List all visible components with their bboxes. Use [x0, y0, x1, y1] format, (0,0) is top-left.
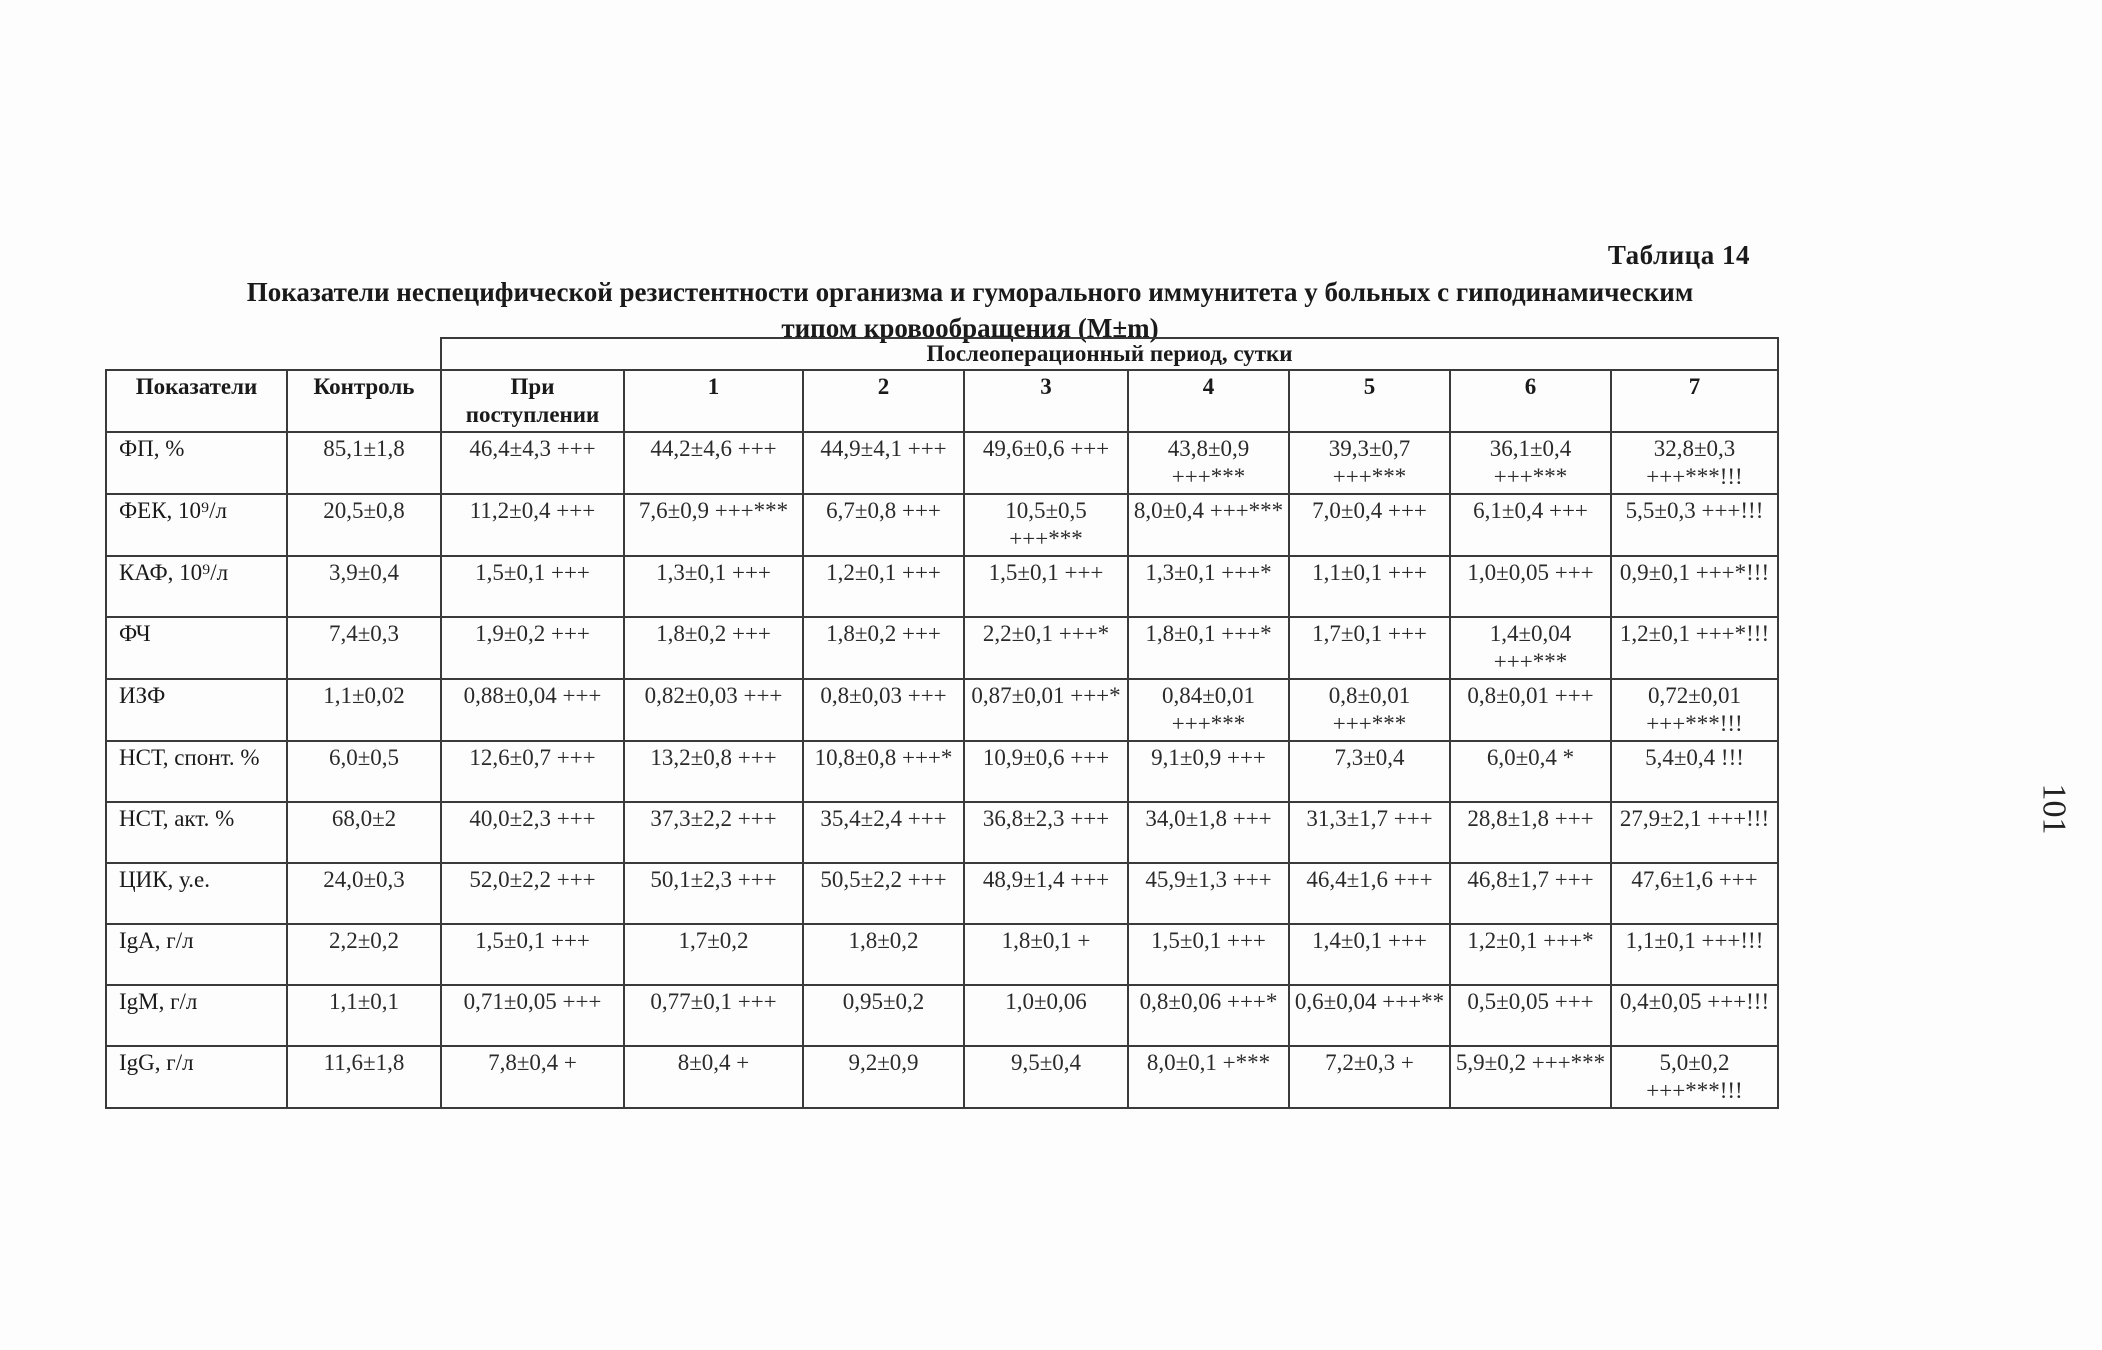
value-cell: 7,4±0,3 — [287, 617, 441, 679]
value-cell: 7,6±0,9 +++*** — [624, 494, 803, 556]
value-cell: 0,8±0,01 +++*** — [1289, 679, 1450, 741]
value-cell: 48,9±1,4 +++ — [964, 863, 1128, 924]
table-row — [106, 432, 1778, 494]
header-columns-row — [106, 370, 1778, 432]
table-row — [106, 802, 1778, 863]
value-cell: 7,8±0,4 + — [441, 1046, 624, 1108]
column-header-5: 2 — [803, 370, 964, 432]
column-header-3: При поступлении — [441, 370, 624, 432]
value-cell: 1,8±0,2 — [803, 924, 964, 985]
value-cell: 24,0±0,3 — [287, 863, 441, 924]
value-cell: 3,9±0,4 — [287, 556, 441, 617]
value-cell: 0,8±0,06 +++* — [1128, 985, 1289, 1046]
value-cell: 34,0±1,8 +++ — [1128, 802, 1289, 863]
value-cell: 10,5±0,5 +++*** — [964, 494, 1128, 556]
table-title-line-1: Показатели неспецифической резистентности организма и гуморального иммунитета у больных с гиподинамическим — [246, 277, 1694, 307]
value-cell: 5,9±0,2 +++*** — [1450, 1046, 1611, 1108]
indicator-name-cell: ЦИК, у.е. — [106, 863, 287, 924]
value-cell: 31,3±1,7 +++ — [1289, 802, 1450, 863]
column-header-1: Показатели — [106, 370, 287, 432]
value-cell: 46,4±4,3 +++ — [441, 432, 624, 494]
value-cell: 0,95±0,2 — [803, 985, 964, 1046]
table-row — [106, 863, 1778, 924]
value-cell: 0,82±0,03 +++ — [624, 679, 803, 741]
column-header-9: 6 — [1450, 370, 1611, 432]
indicators-table — [105, 337, 1779, 1109]
column-header-10: 7 — [1611, 370, 1778, 432]
value-cell: 6,0±0,5 — [287, 741, 441, 802]
value-cell: 10,8±0,8 +++* — [803, 741, 964, 802]
indicator-name-cell: ИЗФ — [106, 679, 287, 741]
value-cell: 8,0±0,4 +++*** — [1128, 494, 1289, 556]
indicator-name-cell: НСТ, спонт. % — [106, 741, 287, 802]
value-cell: 1,2±0,1 +++* — [1450, 924, 1611, 985]
table-row — [106, 679, 1778, 741]
value-cell: 9,2±0,9 — [803, 1046, 964, 1108]
table-row — [106, 1046, 1778, 1108]
value-cell: 43,8±0,9 +++*** — [1128, 432, 1289, 494]
table-title — [120, 274, 1820, 346]
value-cell: 1,0±0,05 +++ — [1450, 556, 1611, 617]
value-cell: 46,4±1,6 +++ — [1289, 863, 1450, 924]
value-cell: 5,0±0,2 +++***!!! — [1611, 1046, 1778, 1108]
value-cell: 1,1±0,02 — [287, 679, 441, 741]
value-cell: 36,1±0,4 +++*** — [1450, 432, 1611, 494]
indicator-name-cell: ФЧ — [106, 617, 287, 679]
indicator-name-cell: IgM, г/л — [106, 985, 287, 1046]
indicator-name-cell: IgA, г/л — [106, 924, 287, 985]
value-cell: 0,8±0,03 +++ — [803, 679, 964, 741]
value-cell: 1,8±0,2 +++ — [624, 617, 803, 679]
table-number-label: Таблица 14 — [1607, 240, 1750, 270]
value-cell: 12,6±0,7 +++ — [441, 741, 624, 802]
table-row — [106, 924, 1778, 985]
value-cell: 10,9±0,6 +++ — [964, 741, 1128, 802]
value-cell: 0,71±0,05 +++ — [441, 985, 624, 1046]
value-cell: 1,2±0,1 +++*!!! — [1611, 617, 1778, 679]
value-cell: 6,1±0,4 +++ — [1450, 494, 1611, 556]
value-cell: 68,0±2 — [287, 802, 441, 863]
value-cell: 85,1±1,8 — [287, 432, 441, 494]
table-row — [106, 556, 1778, 617]
value-cell: 45,9±1,3 +++ — [1128, 863, 1289, 924]
value-cell: 0,84±0,01 +++*** — [1128, 679, 1289, 741]
value-cell: 36,8±2,3 +++ — [964, 802, 1128, 863]
value-cell: 1,1±0,1 — [287, 985, 441, 1046]
value-cell: 39,3±0,7 +++*** — [1289, 432, 1450, 494]
value-cell: 27,9±2,1 +++!!! — [1611, 802, 1778, 863]
column-header-6: 3 — [964, 370, 1128, 432]
value-cell: 2,2±0,1 +++* — [964, 617, 1128, 679]
value-cell: 1,8±0,1 + — [964, 924, 1128, 985]
value-cell: 0,5±0,05 +++ — [1450, 985, 1611, 1046]
value-cell: 47,6±1,6 +++ — [1611, 863, 1778, 924]
table-row — [106, 494, 1778, 556]
value-cell: 1,1±0,1 +++ — [1289, 556, 1450, 617]
value-cell: 50,5±2,2 +++ — [803, 863, 964, 924]
value-cell: 49,6±0,6 +++ — [964, 432, 1128, 494]
value-cell: 9,5±0,4 — [964, 1046, 1128, 1108]
value-cell: 1,8±0,2 +++ — [803, 617, 964, 679]
value-cell: 1,4±0,1 +++ — [1289, 924, 1450, 985]
value-cell: 0,9±0,1 +++*!!! — [1611, 556, 1778, 617]
value-cell: 28,8±1,8 +++ — [1450, 802, 1611, 863]
value-cell: 9,1±0,9 +++ — [1128, 741, 1289, 802]
column-header-7: 4 — [1128, 370, 1289, 432]
value-cell: 1,2±0,1 +++ — [803, 556, 964, 617]
column-header-2: Контроль — [287, 370, 441, 432]
value-cell: 1,5±0,1 +++ — [964, 556, 1128, 617]
value-cell: 0,87±0,01 +++* — [964, 679, 1128, 741]
value-cell: 7,3±0,4 — [1289, 741, 1450, 802]
value-cell: 46,8±1,7 +++ — [1450, 863, 1611, 924]
value-cell: 6,0±0,4 * — [1450, 741, 1611, 802]
value-cell: 0,72±0,01 +++***!!! — [1611, 679, 1778, 741]
value-cell: 20,5±0,8 — [287, 494, 441, 556]
value-cell: 1,7±0,1 +++ — [1289, 617, 1450, 679]
value-cell: 35,4±2,4 +++ — [803, 802, 964, 863]
value-cell: 13,2±0,8 +++ — [624, 741, 803, 802]
table-row — [106, 617, 1778, 679]
postoperative-period-header: Послеоперационный период, сутки — [441, 338, 1778, 370]
indicator-name-cell: ФЕК, 10⁹/л — [106, 494, 287, 556]
table-row — [106, 985, 1778, 1046]
value-cell: 1,5±0,1 +++ — [441, 924, 624, 985]
value-cell: 8±0,4 + — [624, 1046, 803, 1108]
value-cell: 1,9±0,2 +++ — [441, 617, 624, 679]
table-body — [106, 432, 1778, 1108]
value-cell: 44,2±4,6 +++ — [624, 432, 803, 494]
value-cell: 11,6±1,8 — [287, 1046, 441, 1108]
table-title-line-2: типом кровообращения (M±m) — [781, 313, 1159, 343]
value-cell: 50,1±2,3 +++ — [624, 863, 803, 924]
header-group-row — [106, 338, 1778, 370]
indicator-name-cell: ФП, % — [106, 432, 287, 494]
value-cell: 0,6±0,04 +++** — [1289, 985, 1450, 1046]
value-cell: 11,2±0,4 +++ — [441, 494, 624, 556]
value-cell: 7,2±0,3 + — [1289, 1046, 1450, 1108]
indicator-name-cell: IgG, г/л — [106, 1046, 287, 1108]
value-cell: 1,7±0,2 — [624, 924, 803, 985]
value-cell: 44,9±4,1 +++ — [803, 432, 964, 494]
value-cell: 0,77±0,1 +++ — [624, 985, 803, 1046]
page-number: 101 — [2035, 783, 2073, 835]
value-cell: 1,3±0,1 +++* — [1128, 556, 1289, 617]
indicator-name-cell: НСТ, акт. % — [106, 802, 287, 863]
value-cell: 5,5±0,3 +++!!! — [1611, 494, 1778, 556]
value-cell: 5,4±0,4 !!! — [1611, 741, 1778, 802]
header-empty-cell — [106, 338, 441, 370]
value-cell: 32,8±0,3 +++***!!! — [1611, 432, 1778, 494]
value-cell: 40,0±2,3 +++ — [441, 802, 624, 863]
value-cell: 1,0±0,06 — [964, 985, 1128, 1046]
column-header-8: 5 — [1289, 370, 1450, 432]
value-cell: 0,8±0,01 +++ — [1450, 679, 1611, 741]
column-header-4: 1 — [624, 370, 803, 432]
value-cell: 0,4±0,05 +++!!! — [1611, 985, 1778, 1046]
table-row — [106, 741, 1778, 802]
value-cell: 52,0±2,2 +++ — [441, 863, 624, 924]
value-cell: 1,4±0,04 +++*** — [1450, 617, 1611, 679]
value-cell: 1,1±0,1 +++!!! — [1611, 924, 1778, 985]
value-cell: 1,5±0,1 +++ — [1128, 924, 1289, 985]
value-cell: 0,88±0,04 +++ — [441, 679, 624, 741]
value-cell: 1,8±0,1 +++* — [1128, 617, 1289, 679]
value-cell: 37,3±2,2 +++ — [624, 802, 803, 863]
value-cell: 2,2±0,2 — [287, 924, 441, 985]
value-cell: 7,0±0,4 +++ — [1289, 494, 1450, 556]
value-cell: 8,0±0,1 +*** — [1128, 1046, 1289, 1108]
value-cell: 1,5±0,1 +++ — [441, 556, 624, 617]
value-cell: 6,7±0,8 +++ — [803, 494, 964, 556]
value-cell: 1,3±0,1 +++ — [624, 556, 803, 617]
indicator-name-cell: КАФ, 10⁹/л — [106, 556, 287, 617]
